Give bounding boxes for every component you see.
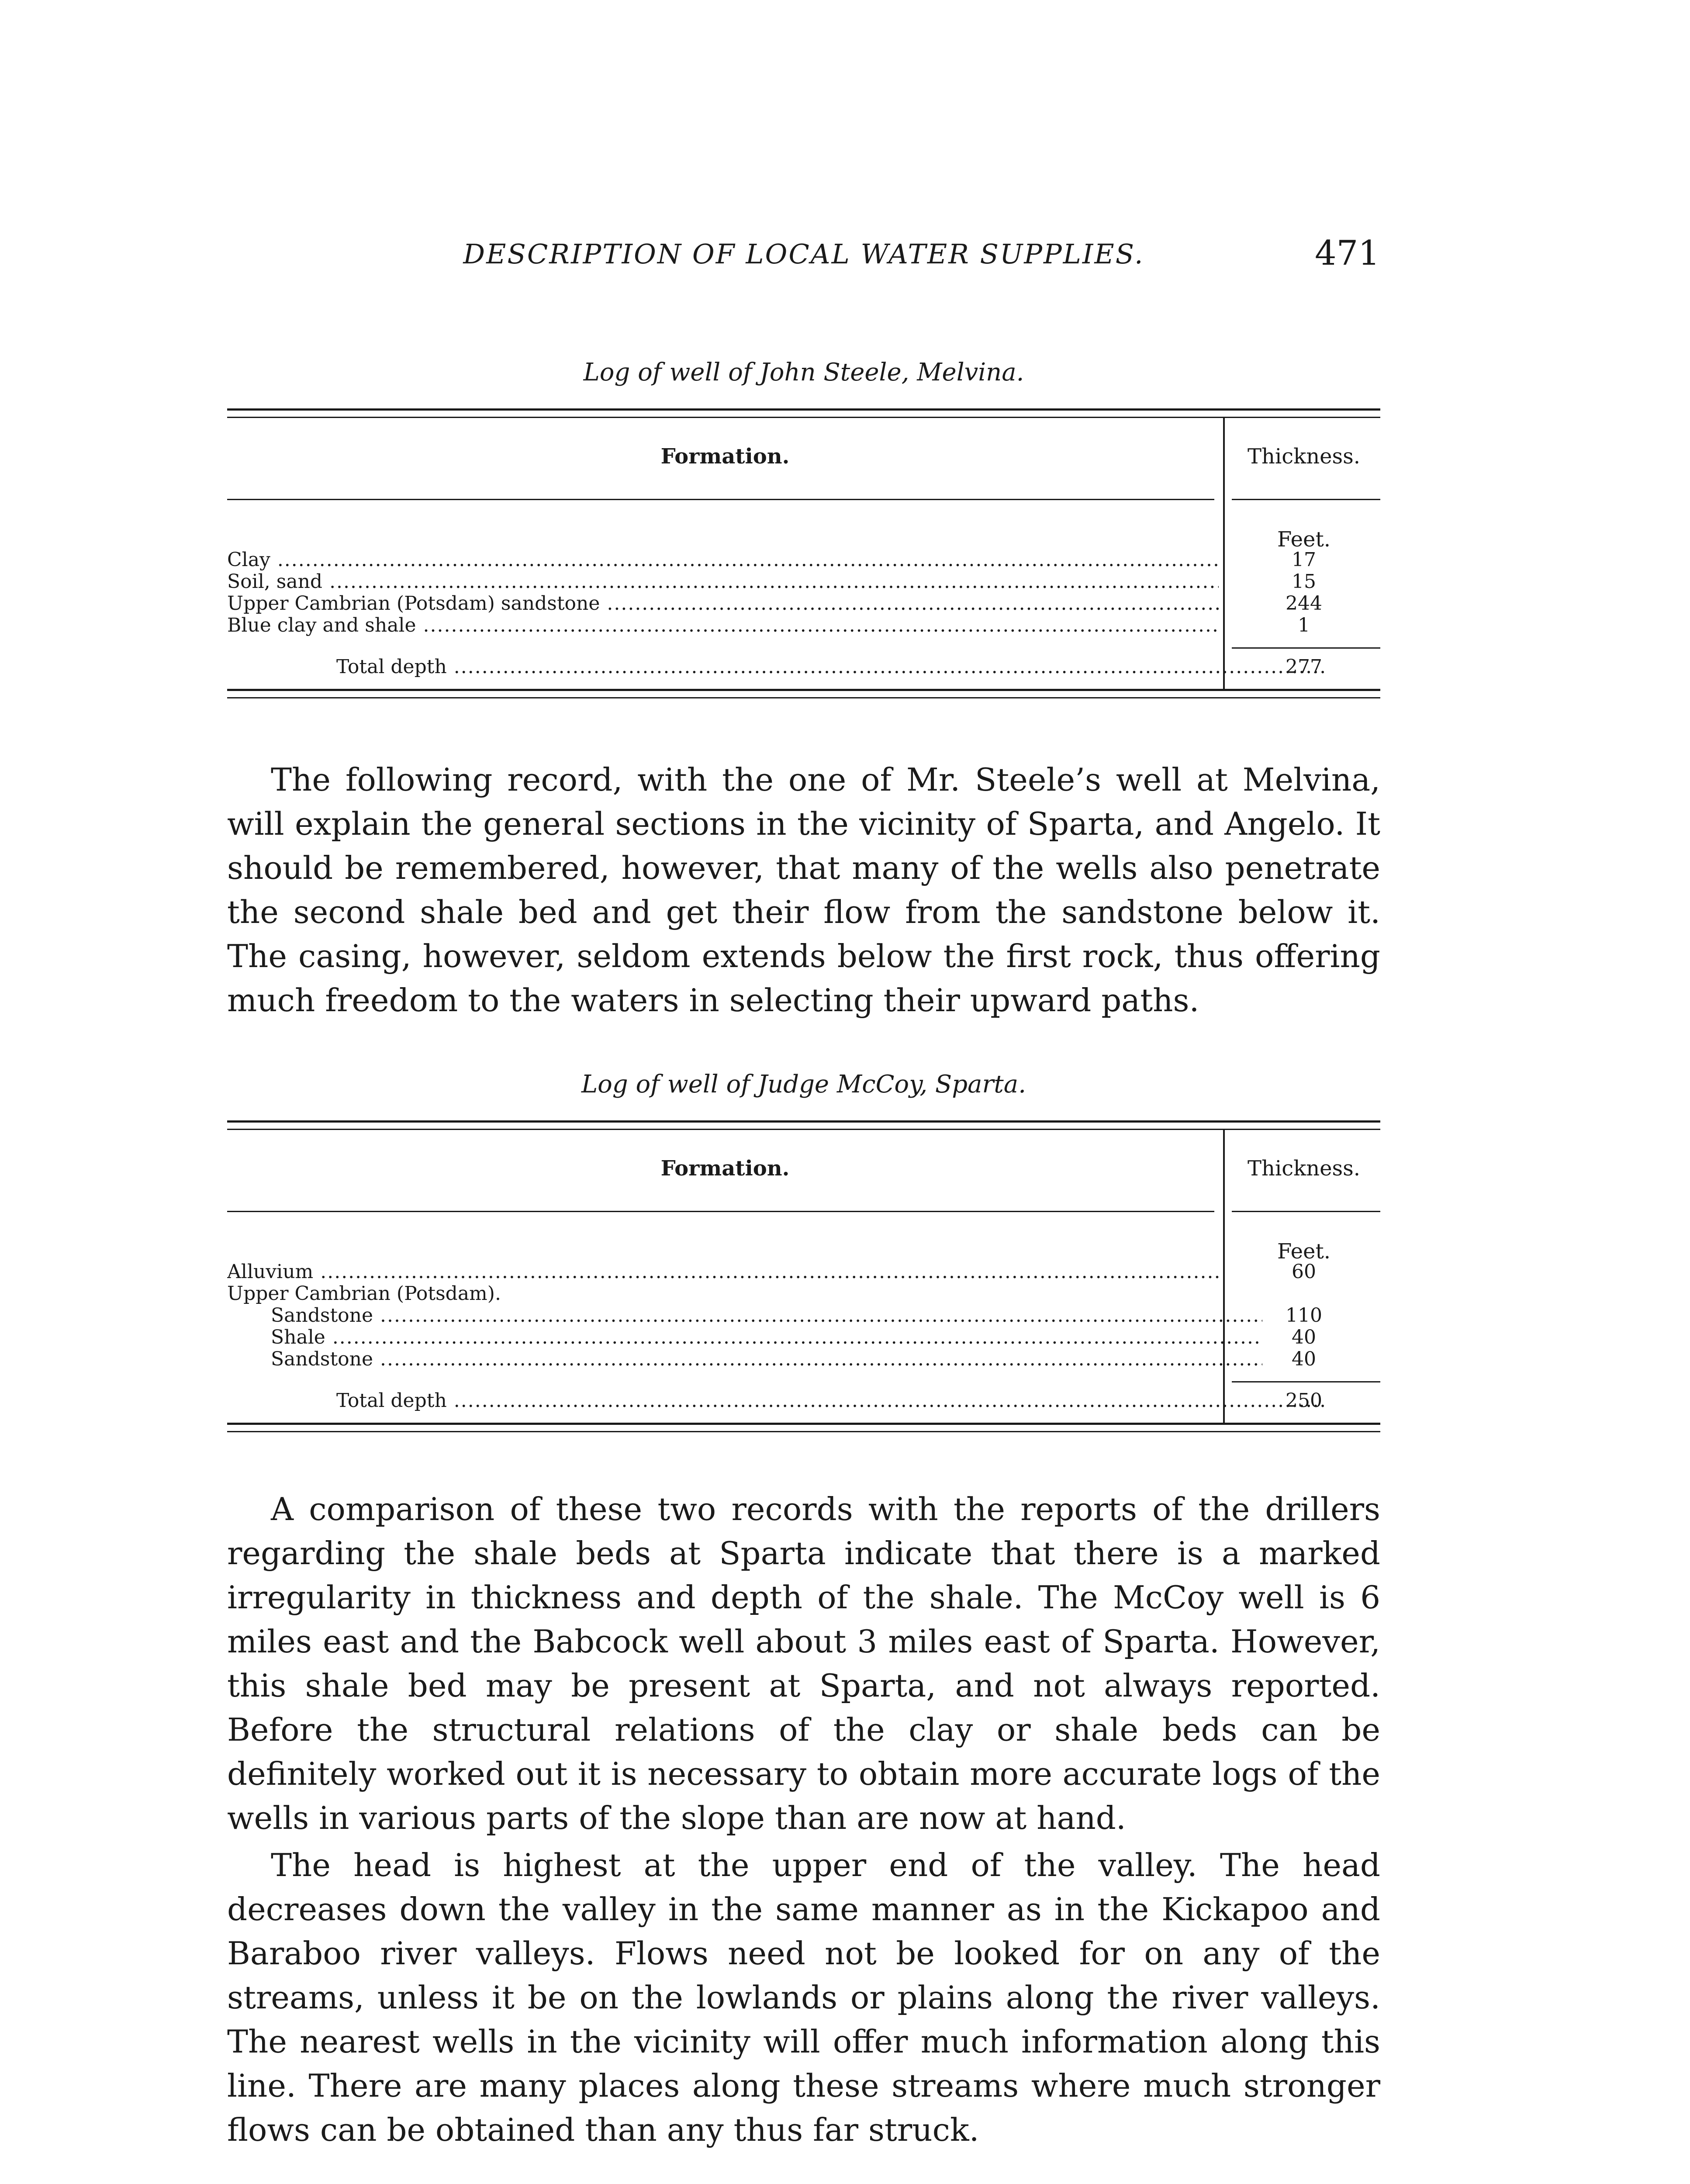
row-label: Sandstone ..... xyxy=(227,1305,1262,1327)
table2-bottom-rule xyxy=(227,1423,1380,1432)
row-label: Clay ..... xyxy=(227,549,1219,571)
table-row xyxy=(227,1261,1380,1283)
table-row xyxy=(227,1305,1380,1327)
row-value: 110 xyxy=(1286,1304,1322,1327)
table2-column-divider xyxy=(1223,1130,1225,1217)
row-label: Upper Cambrian (Potsdam) sandstone ..... xyxy=(227,593,1219,615)
row-label: Blue clay and shale ..... xyxy=(227,615,1219,636)
table-row xyxy=(227,615,1380,636)
table2 xyxy=(227,1120,1380,1432)
paragraph-2 xyxy=(227,1487,1380,1840)
table-row xyxy=(227,1348,1380,1370)
table2-total-rule xyxy=(1232,1381,1380,1382)
table-row xyxy=(227,571,1380,593)
paragraph-3-text: The head is highest at the upper end of the valley. The head decreases down the valley in the same manner as in the Kickapoo and Baraboo river valleys. Flows need not be looked for on any of the streams, unless it be on the lowlands or plains along the river valleys. The nearest wells in the vicinity will offer much information along this line. There are many places along these streams where much stronger flows can be obtained than any thus far struck. xyxy=(227,1847,1380,2148)
table-total-row xyxy=(227,1390,1380,1412)
table1-top-rule xyxy=(227,408,1380,418)
table1-header-rule xyxy=(227,499,1214,500)
table2-col-thickness: Thickness. xyxy=(1247,1156,1361,1181)
table1-column-divider xyxy=(1223,418,1225,505)
row-label: Sandstone ..... xyxy=(227,1348,1262,1370)
table2-unit: Feet. xyxy=(1277,1239,1331,1264)
table-row xyxy=(227,1283,1380,1305)
table-row xyxy=(227,1327,1380,1348)
row-value: 17 xyxy=(1292,549,1316,571)
total-value: 277 xyxy=(1286,656,1322,678)
table1-col-thickness: Thickness. xyxy=(1247,444,1361,469)
total-label: Total depth ..... xyxy=(227,656,1328,678)
table1-total-rule xyxy=(1232,647,1380,649)
table2-header xyxy=(227,1130,1380,1217)
table2-top-rule xyxy=(227,1120,1380,1130)
row-label: Soil, sand ..... xyxy=(227,571,1219,593)
table-row xyxy=(227,549,1380,571)
row-value: 40 xyxy=(1292,1326,1316,1348)
table1-header xyxy=(227,418,1380,505)
paragraph-2-text: A comparison of these two records with the reports of the drillers regarding the shale beds at Sparta indicate that there is a marked irregularity in thickness and depth of the shale. The McCoy well is 6 miles east and the Babcock well about 3 miles east of Sparta. However, this shale bed may be present at Sparta, and not always reported. Before the structural relations of the clay or shale beds can be definitely worked out it is necessary to obtain more accurate logs of the wells in various parts of the slope than are now at hand. xyxy=(227,1491,1380,1836)
total-label: Total depth ..... xyxy=(227,1390,1328,1412)
paragraph-1-text: The following record, with the one of Mr. Steele’s well at Melvina, will explain the general sections in the vicinity of Sparta, and Angelo. It should be remembered, however, that many of the wells also penetrate the second shale bed and get their flow from the sandstone below it. The casing, however, seldom extends below the first rock, thus offering much freedom to the waters in selecting their upward paths. xyxy=(227,761,1380,1019)
table-row xyxy=(227,593,1380,615)
row-value: 244 xyxy=(1286,592,1322,615)
table1-unit: Feet. xyxy=(1277,527,1331,552)
paragraph-3 xyxy=(227,1843,1380,2152)
row-value: 15 xyxy=(1292,570,1316,593)
running-head: DESCRIPTION OF LOCAL WATER SUPPLIES. xyxy=(463,238,1144,270)
table2-col-formation: Formation. xyxy=(660,1156,790,1181)
row-value: 40 xyxy=(1292,1348,1316,1370)
paragraph-1 xyxy=(227,758,1380,1023)
table1-body xyxy=(227,505,1380,689)
table1-header-rule-right xyxy=(1232,499,1380,500)
total-value: 250 xyxy=(1286,1389,1322,1412)
table1 xyxy=(227,408,1380,698)
row-label: Alluvium ..... xyxy=(227,1261,1219,1283)
table2-header-rule-right xyxy=(1232,1211,1380,1212)
table-total-row xyxy=(227,656,1380,678)
table1-col-formation: Formation. xyxy=(660,444,790,469)
row-value: 1 xyxy=(1298,614,1310,636)
table1-bottom-rule xyxy=(227,689,1380,698)
page-number: 471 xyxy=(1315,234,1380,273)
table2-caption: Log of well of Judge McCoy, Sparta. xyxy=(581,1070,1026,1099)
table2-header-rule xyxy=(227,1211,1214,1212)
row-label: Shale ..... xyxy=(227,1327,1262,1348)
table1-caption: Log of well of John Steele, Melvina. xyxy=(583,358,1024,387)
row-label: Upper Cambrian (Potsdam). xyxy=(227,1283,501,1305)
table2-body xyxy=(227,1217,1380,1423)
row-value: 60 xyxy=(1292,1261,1316,1283)
